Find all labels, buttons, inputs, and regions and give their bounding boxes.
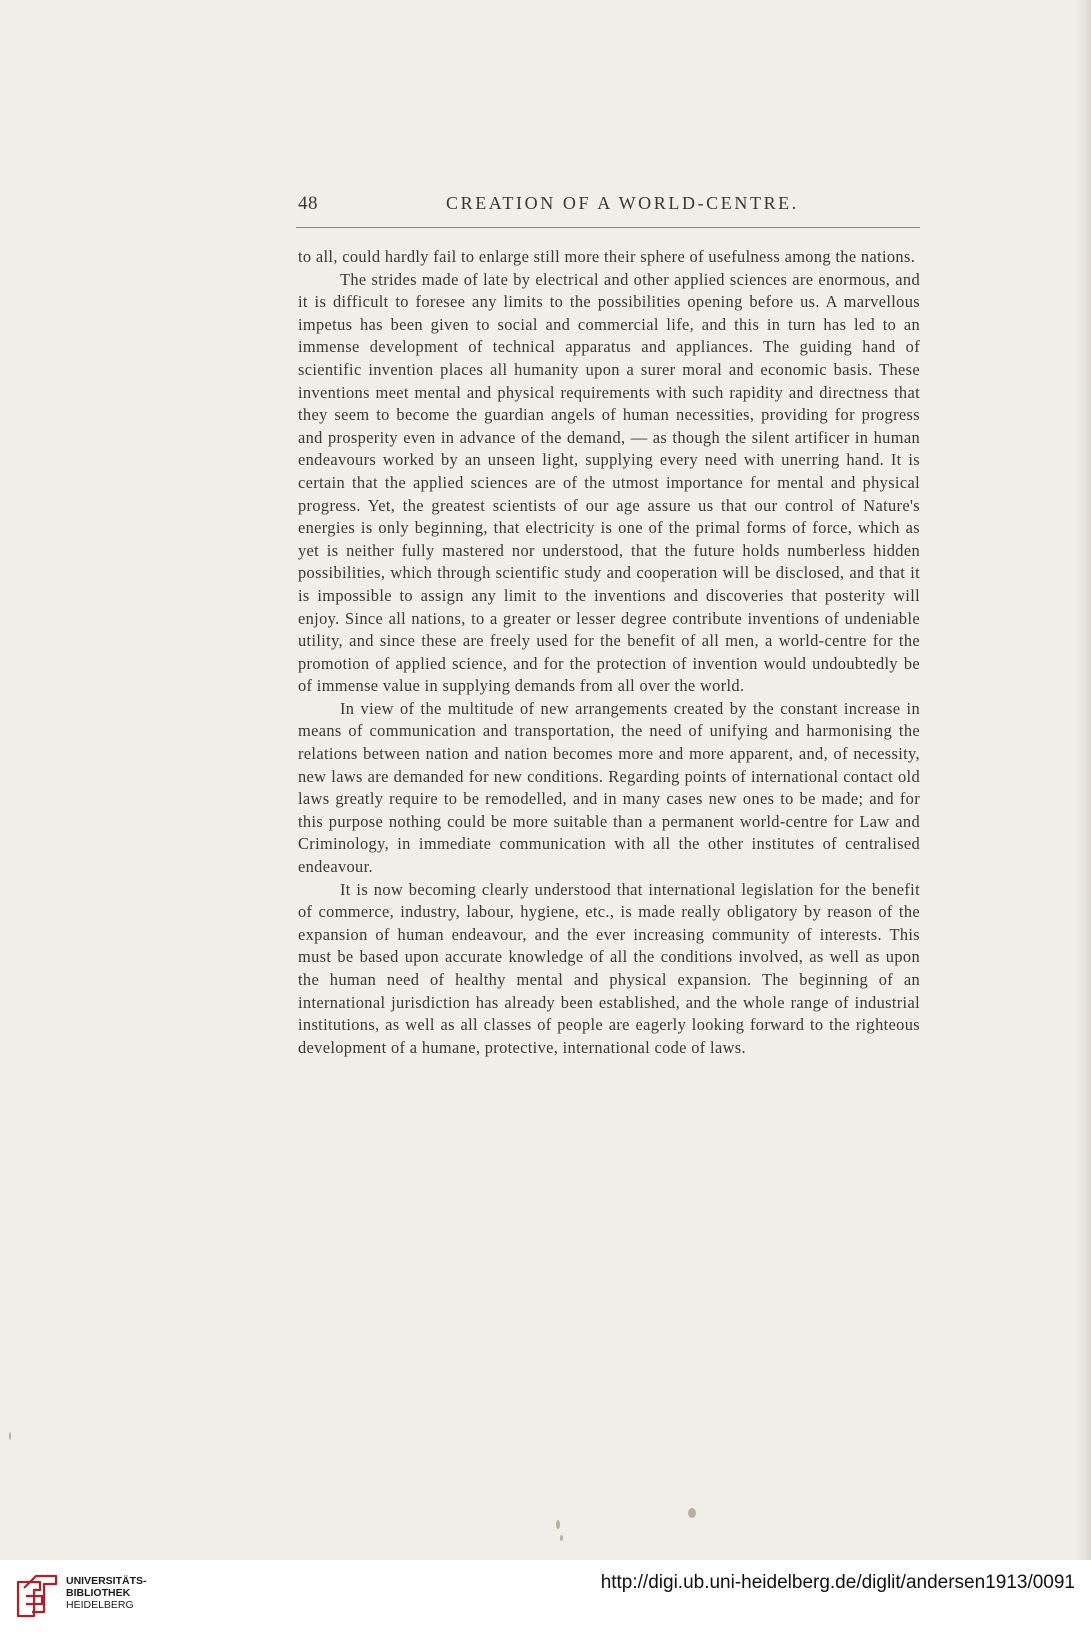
running-head: CREATION OF A WORLD-CENTRE. — [446, 193, 799, 213]
paper-speck — [688, 1508, 696, 1518]
library-logo-icon — [12, 1572, 64, 1624]
library-name-line: BIBLIOTHEK — [66, 1587, 131, 1599]
paragraph: to all, could hardly fail to enlarge still more their sphere of usefulness among the nations. — [298, 247, 916, 266]
paper-speck — [9, 1432, 11, 1440]
library-name — [66, 1575, 147, 1611]
paper-speck — [556, 1520, 560, 1529]
source-url[interactable]: http://digi.ub.uni-heidelberg.de/diglit/andersen1913/0091 — [600, 1572, 1075, 1593]
paragraph: It is now becoming clearly understood that international legislation for the benefit of commerce, industry, labour, hygiene, etc., is made really obligatory by reason of the expansion of human endeavour, and the ever increasing community of interests. This must be based upon accurate knowledge of all the conditions involved, as well as upon the human need of healthy mental and physical expansion. The beginning of an international jurisdiction has already been established, and the whole range of industrial institutions, as well as all classes of people are eagerly looking forward to the righteous development of a humane, protective, international code of laws. — [298, 879, 920, 1057]
digitization-footer — [0, 1560, 1091, 1641]
library-name-line: UNIVERSITÄTS- — [66, 1575, 147, 1587]
paper-speck — [560, 1535, 563, 1541]
paragraph: In view of the multitude of new arrangements created by the constant increase in means of communication and transportation, the need of unifying and harmonising the relations between nation and nation becomes more and more apparent, and, of necessity, new laws are demanded for new conditions. Regarding points of international contact old laws greatly require to be remodelled, and in many cases new ones to be made; and for this purpose nothing could be more suitable than a permanent world-centre for Law and Criminology, in immediate communication with all the other institutes of centralised endeavour. — [298, 698, 920, 877]
library-name-line: HEIDELBERG — [66, 1599, 134, 1611]
page-number: 48 — [298, 193, 318, 214]
paragraph: The strides made of late by electrical and other applied sciences are enormous, and it is difficult to foresee any limits to the possibilities opening before us. A marvellous impetus has been given to social and commercial life, and this in turn has led to an immense development of technical apparatus and appliances. The guiding hand of scientific invention places all humanity upon a surer moral and economic basis. These inventions meet mental and physical requirements with such rapidity and directness that they seem to become the guardian angels of human necessities, providing for progress and prosperity even in advance of the demand, — as though the silent artificer in human endeavours worked by an unseen light, supplying every need with unerring hand. It is certain that the applied sciences are of the utmost importance for mental and physical progress. Yet, the greatest scientists of our age assure us that our control of Nature's energies is only beginning, that electricity is one of the primal forms of force, which as yet is neither fully mastered nor understood, that the future holds numberless hidden possibilities, which through scientific study and cooperation will be disclosed, and that it is impossible to assign any limit to the inventions and discoveries that posterity will enjoy. Since all nations, to a greater or lesser degree contribute inventions of undeniable utility, and since these are freely used for the benefit of all men, a world-centre for the promotion of applied science, and for the protection of invention would undoubtedly be of immense value in supplying demands from all over the world. — [298, 269, 920, 696]
body-text — [298, 246, 920, 1059]
page-edge-shadow — [1077, 0, 1091, 1560]
header-rule — [296, 227, 920, 228]
page-header — [298, 193, 918, 221]
